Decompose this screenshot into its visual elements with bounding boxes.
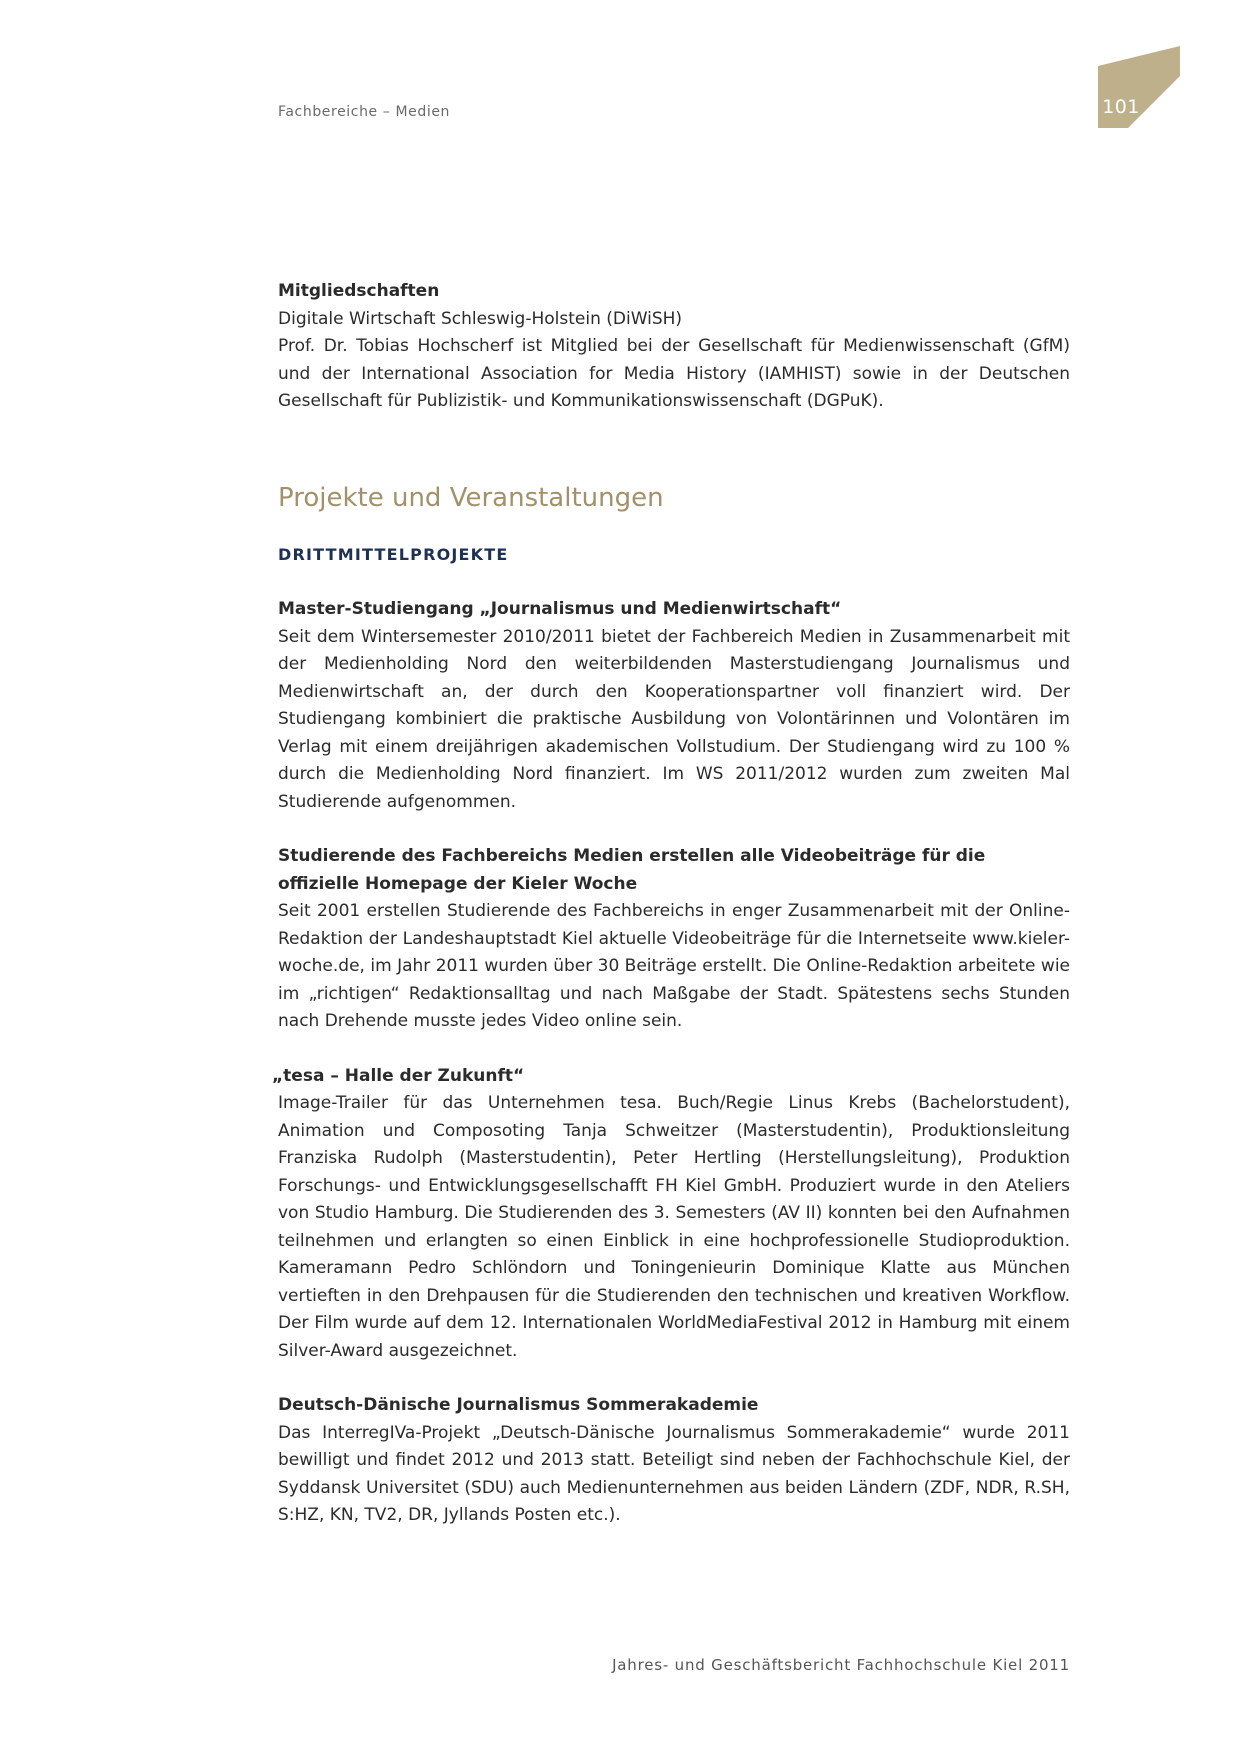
- running-header-section: Fachbereiche – Medien: [278, 104, 451, 120]
- project-entry: [278, 843, 1070, 1036]
- project-list: [272, 596, 1070, 1530]
- subsection-heading: DRITTMITTELPROJEKTE: [278, 544, 509, 564]
- project-title: Deutsch-Dänische Journalismus Sommerakademie: [278, 1395, 759, 1415]
- page-number: 101: [1102, 96, 1140, 118]
- project-entry: [272, 1063, 1070, 1366]
- project-title: „tesa – Halle der Zukunft“: [272, 1065, 525, 1086]
- running-footer: Jahres- und Geschäftsbericht Fachhochschule Kiel 2011: [612, 1656, 1070, 1674]
- membership-title: Mitgliedschaften: [278, 281, 440, 301]
- membership-line-hochscherf: Prof. Dr. Tobias Hochscherf ist Mitglied bei der Gesellschaft für Medienwissenschaft (GfM) und der International Association for Media History (IAMHIST) sowie in der Deutschen Gesellschaft für Publizistik- und Kommunikationswissenschaft (DGPuK).: [278, 336, 1070, 411]
- project-text: Image-Trailer für das Unternehmen tesa. Buch/Regie Linus Krebs (Bachelorstudent), Animation und Composoting Tanja Schweitzer (Masterstudentin), Produktionsleitung Franziska Rudolph (Masterstudentin), Peter Hertling (Herstellungsleitung), Produktion Forschungs- und Entwicklungsgesellschafft FH Kiel GmbH. Produziert wurde in den Ateliers von Studio Hamburg. Die Studierenden des 3. Semesters (AV II) konnten bei den Aufnahmen teilnehmen und erlangten so einen Einblick in eine hochprofessionelle Studioproduktion. Kameramann Pedro Schlöndorn und Toningenieurin Dominique Klatte aus München vertieften in den Drehpausen für die Studierenden den technischen und kreativen Workflow. Der Film wurde auf dem 12. Internationalen WorldMediaFestival 2012 in Hamburg mit einem Silver-Award ausgezeichnet.: [278, 1093, 1070, 1361]
- project-text: Seit dem Wintersemester 2010/2011 bietet der Fachbereich Medien in Zusammenarbeit mit der Medienholding Nord den weiterbildenden Masterstudiengang Journalismus und Medienwirtschaft an, der durch den Kooperationspartner voll finanziert wird. Der Studiengang kombiniert die praktische Ausbildung von Volontärinnen und Volontären im Verlag mit einem dreijährigen akademischen Vollstudium. Der Studiengang wird zu 100 % durch die Medienholding Nord finanziert. Im WS 2011/2012 wurden zum zweiten Mal Studierende aufgenommen.: [278, 626, 1070, 812]
- membership-line-diwish: Digitale Wirtschaft Schleswig-Holstein (DiWiSH): [278, 308, 683, 329]
- project-text: Seit 2001 erstellen Studierende des Fachbereichs in enger Zusammenarbeit mit der Online-Redaktion der Landeshauptstadt Kiel aktuelle Videobeiträge für die Internetseite www.kieler-woche.de, im Jahr 2011 wurden über 30 Beiträge erstellt. Die Online-Redaktion arbeitete wie im „richtigen“ Redaktionsalltag und nach Maßgabe der Stadt. Spätestens sechs Stunden nach Drehende musste jedes Video online sein.: [278, 901, 1070, 1031]
- section-heading: Projekte und Veranstaltungen: [278, 482, 664, 513]
- project-entry: [278, 596, 1070, 816]
- project-title: Studierende des Fachbereichs Medien erstellen alle Videobeiträge für die offizielle Homepage der Kieler Woche: [278, 846, 986, 894]
- project-title: Master-Studiengang „Journalismus und Medienwirtschaft“: [278, 599, 842, 619]
- membership-block: [278, 278, 1070, 416]
- page-content: [272, 278, 1070, 1530]
- project-entry: [278, 1392, 1070, 1530]
- project-text: Das InterregIVa-Projekt „Deutsch-Dänische Journalismus Sommerakademie“ wurde 2011 bewilligt und findet 2012 und 2013 statt. Beteiligt sind neben der Fachhochschule Kiel, der Syddansk Universitet (SDU) auch Medienunternehmen aus beiden Ländern (ZDF, NDR, R.SH, S:HZ, KN, TV2, DR, Jyllands Posten etc.).: [278, 1422, 1070, 1525]
